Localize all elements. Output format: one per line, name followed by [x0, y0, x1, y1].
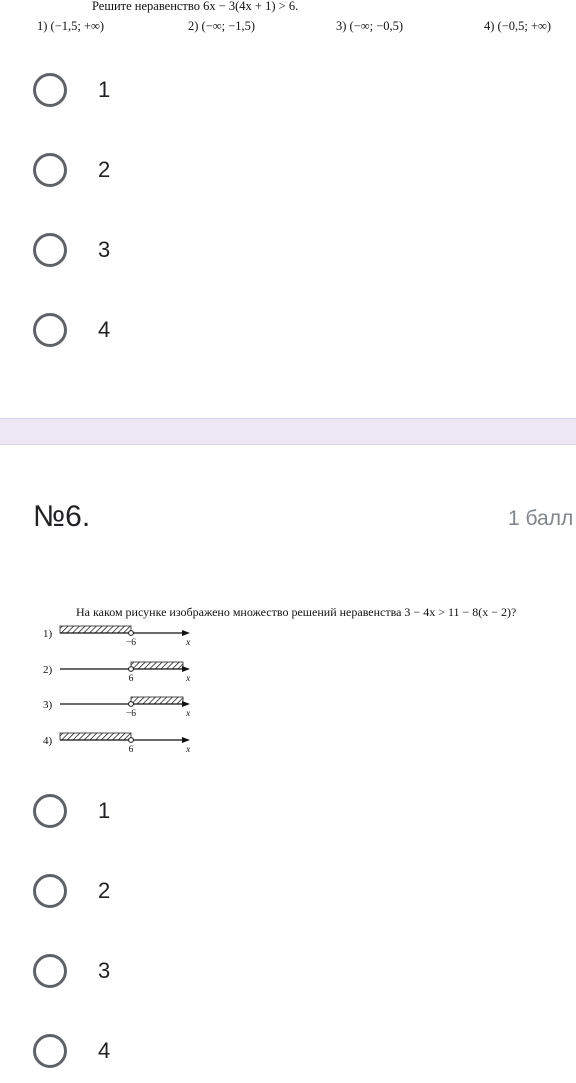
point-value: −6 — [125, 638, 137, 648]
radio-button[interactable] — [33, 313, 67, 347]
radio-button[interactable] — [33, 1034, 67, 1068]
q5-option-2[interactable] — [33, 150, 333, 190]
option-label: 3 — [98, 958, 111, 983]
radio-button[interactable] — [33, 954, 67, 988]
q6-option-3[interactable] — [33, 951, 333, 991]
arrow-head — [182, 701, 190, 707]
row-label: 1) — [43, 628, 53, 640]
open-point — [129, 631, 134, 636]
q5-option-1[interactable] — [33, 70, 333, 110]
axis-label: x — [186, 745, 191, 755]
q6-option-4[interactable] — [33, 1031, 333, 1071]
q5-answer-2: 2) (−∞; −1,5) — [188, 19, 256, 33]
axis-label: x — [186, 674, 191, 684]
open-point — [129, 738, 134, 743]
radio-button[interactable] — [33, 794, 67, 828]
hatched-region — [60, 626, 131, 633]
q5-problem-text: Решите неравенство 6x − 3(4x + 1) > 6. — [92, 0, 299, 13]
row-label: 3) — [43, 699, 53, 711]
arrow-head — [182, 666, 190, 672]
radio-button[interactable] — [33, 874, 67, 908]
axis-label: x — [186, 638, 191, 648]
point-value: −6 — [125, 709, 137, 719]
radio-button[interactable] — [33, 73, 67, 107]
section-separator — [0, 418, 576, 445]
point-value: 6 — [128, 745, 134, 755]
q5-answer-3: 3) (−∞; −0,5) — [336, 19, 404, 33]
hatched-region — [60, 733, 131, 740]
q5-answer-1: 1) (−1,5; +∞) — [37, 19, 105, 33]
question-number: №6. — [33, 500, 91, 533]
arrow-head — [182, 630, 190, 636]
option-label: 4 — [98, 317, 111, 342]
option-label: 2 — [98, 878, 111, 903]
points-label: 1 балл — [508, 507, 574, 530]
point-value: 6 — [128, 674, 134, 684]
q6-option-1[interactable] — [33, 791, 333, 831]
row-label: 2) — [43, 664, 53, 676]
arrow-head — [182, 737, 190, 743]
number-lines-figure — [0, 620, 220, 765]
hatched-region — [131, 697, 183, 704]
option-label: 1 — [98, 77, 111, 102]
open-point — [129, 667, 134, 672]
option-label: 3 — [98, 237, 111, 262]
row-label: 4) — [43, 735, 53, 747]
q5-option-3[interactable] — [33, 230, 333, 270]
axis-label: x — [186, 709, 191, 719]
open-point — [129, 702, 134, 707]
radio-button[interactable] — [33, 153, 67, 187]
q5-answer-4: 4) (−0,5; +∞) — [484, 19, 552, 33]
radio-button[interactable] — [33, 233, 67, 267]
option-label: 4 — [98, 1038, 111, 1063]
q5-option-4[interactable] — [33, 310, 333, 350]
hatched-region — [131, 662, 183, 669]
option-label: 1 — [98, 798, 111, 823]
option-label: 2 — [98, 157, 111, 182]
q6-option-2[interactable] — [33, 871, 333, 911]
q6-problem-text: На каком рисунке изображено множество решений неравенства 3 − 4x > 11 − 8(x − 2)? — [76, 605, 517, 619]
